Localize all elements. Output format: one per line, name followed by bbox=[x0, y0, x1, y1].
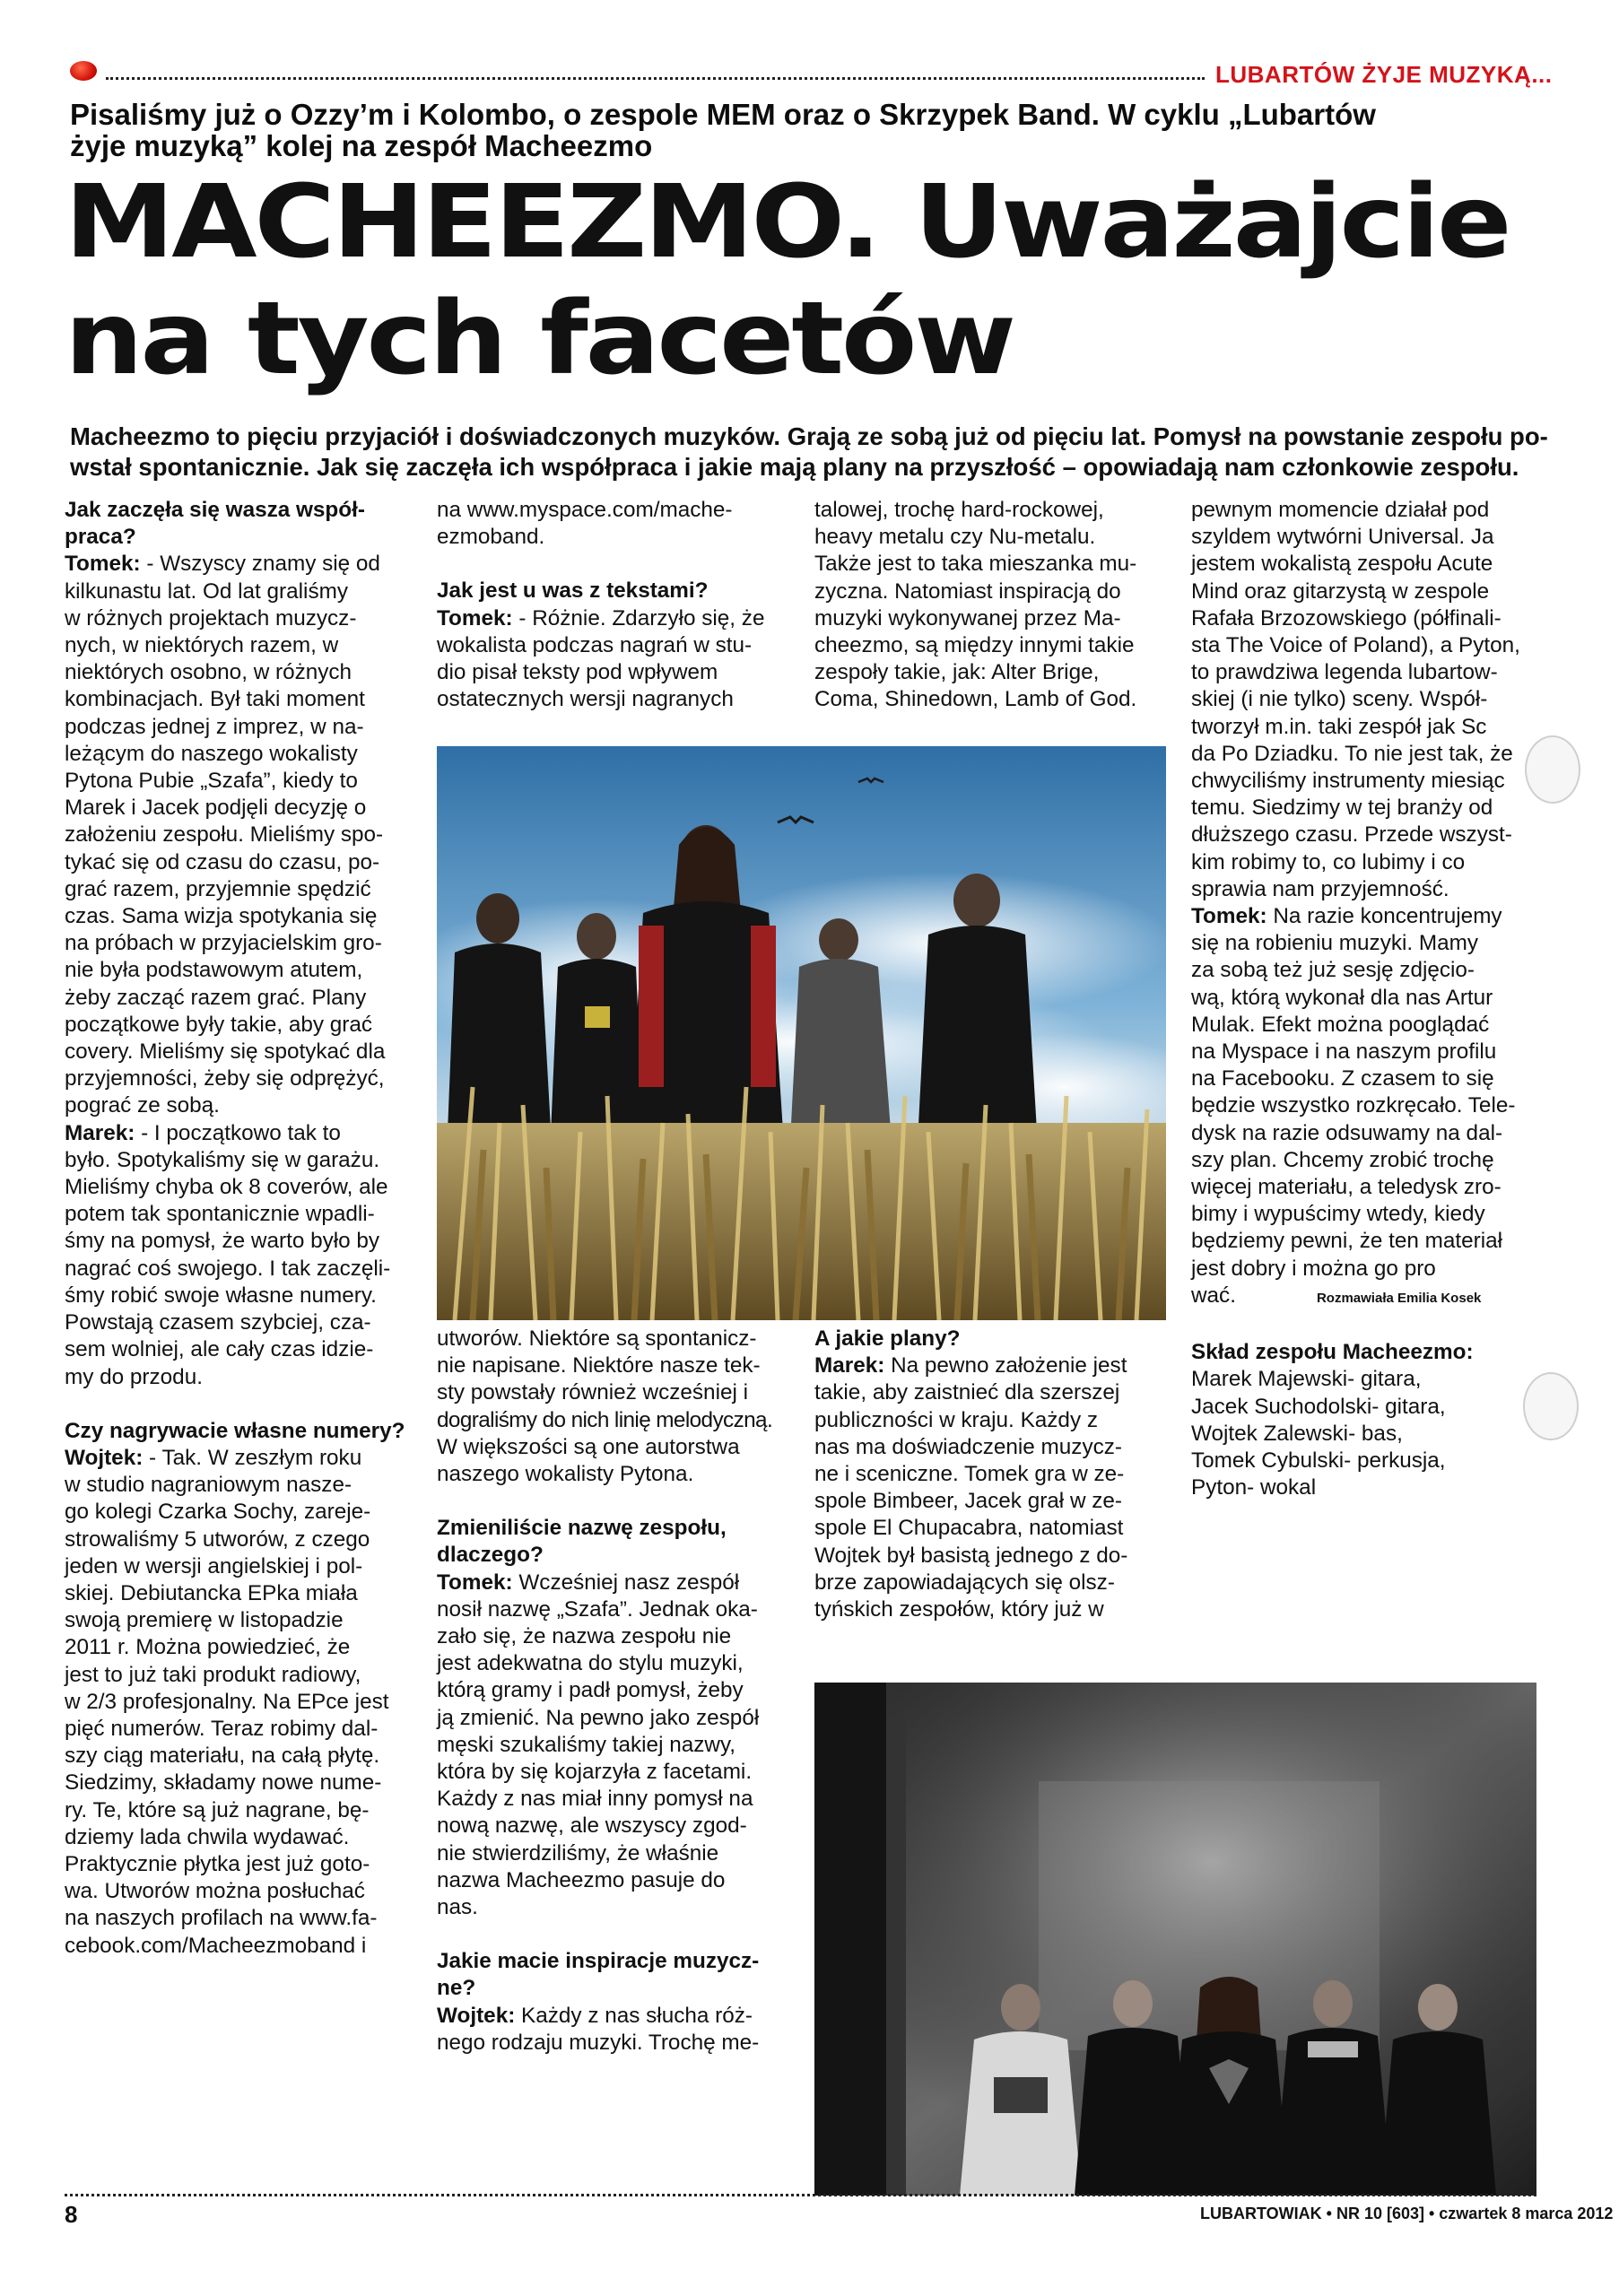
lineup-item: Wojtek Zalewski- bas, bbox=[1191, 1421, 1403, 1446]
text-line: pewnym momencie działał pod bbox=[1191, 498, 1490, 522]
text-line: sprawia nam przyjemność. bbox=[1191, 876, 1449, 901]
text-line: heavy metalu czy Nu-metalu. bbox=[814, 525, 1096, 550]
text-line: nazwa Macheezmo pasuje do bbox=[437, 1867, 726, 1892]
text-line: nosił nazwę „Szafa”. Jednak oka- bbox=[437, 1596, 758, 1622]
section-title: LUBARTÓW ŻYJE MUZYKĄ... bbox=[1215, 61, 1553, 88]
text-line: szy plan. Chcemy zrobić trochę bbox=[1191, 1147, 1494, 1172]
lineup-item: Tomek Cybulski- perkusja, bbox=[1191, 1448, 1446, 1473]
text-line: nych, w niektórych razem, w bbox=[65, 633, 339, 658]
text-line: nas. bbox=[437, 1895, 478, 1920]
article-column-1 bbox=[65, 497, 413, 1960]
speaker-label: Tomek: bbox=[437, 1570, 513, 1595]
text-line: dograliśmy do nich linię melodyczną. bbox=[437, 1407, 773, 1432]
text-line: utworów. Niektóre są spontanicz- bbox=[437, 1326, 757, 1351]
text-line-tomek: Tomek: - Różnie. Zdarzyło się, że bbox=[437, 605, 765, 631]
text-line-wojtek: Wojtek: - Tak. W zeszłym roku bbox=[65, 1445, 362, 1470]
text-line: dziemy lada chwila wydawać. bbox=[65, 1824, 350, 1849]
text-line: szy ciąg materiału, na całą płytę. bbox=[65, 1744, 380, 1769]
text-line: Każdy z nas miał inny pomysł na bbox=[437, 1787, 753, 1812]
text-line: się na robieniu muzyki. Mamy bbox=[1191, 931, 1479, 956]
text-line: dłuższego czasu. Przede wszyst- bbox=[1191, 822, 1512, 848]
text-line: sty powstały również wcześniej i bbox=[437, 1380, 749, 1405]
text-line: było. Spotykaliśmy się w garażu. bbox=[65, 1147, 380, 1172]
text-line-tomek: Tomek: Wcześniej nasz zespół bbox=[437, 1570, 740, 1595]
question-heading: Jakie macie inspiracje muzycz- bbox=[437, 1949, 760, 1974]
speaker-label: Tomek: bbox=[1191, 904, 1267, 929]
text-line: - Wszyscy znamy się od bbox=[146, 552, 380, 577]
question-heading: Zmieniliście nazwę zespołu, bbox=[437, 1516, 727, 1541]
text-line: wą, którą wykonał dla nas Artur bbox=[1191, 985, 1493, 1010]
text-line: niektórych osobno, w różnych bbox=[65, 660, 353, 685]
text-line: spole El Chupacabra, natomiast bbox=[814, 1516, 1124, 1541]
text-line: która by się kojarzyła z facetami. bbox=[437, 1760, 753, 1785]
headline-line-2: na tych facetów bbox=[65, 281, 1014, 397]
text-line: to prawdziwa legenda lubartow- bbox=[1191, 660, 1498, 685]
text-line: cheezmo, są między innymi takie bbox=[814, 633, 1135, 658]
lineup-item: Marek Majewski- gitara, bbox=[1191, 1367, 1422, 1392]
text-line: naszego wokalisty Pytona. bbox=[437, 1462, 694, 1487]
article-column-3-bottom bbox=[814, 1326, 1166, 1623]
band-photo-ruin-image bbox=[814, 1683, 1536, 2196]
text-line: dio pisał teksty pod wpływem bbox=[437, 660, 718, 685]
text-line: 2011 r. Można powiedzieć, że bbox=[65, 1635, 351, 1660]
text-line-marek: Marek: Na pewno założenie jest bbox=[814, 1353, 1127, 1378]
page-number: 8 bbox=[65, 2201, 78, 2228]
text-line: podczas jednej z imprez, w na- bbox=[65, 714, 364, 739]
lead-line-1: Macheezmo to pięciu przyjaciół i doświadczonych muzyków. Grają ze sobą już od pięciu lat. Pomysł na powstanie zespołu po- bbox=[70, 422, 1548, 450]
band-photo-ruin bbox=[814, 1683, 1536, 2196]
author-credit: Rozmawiała Emilia Kosek bbox=[1316, 1290, 1482, 1306]
text-line: w 2/3 profesjonalny. Na EPce jest bbox=[65, 1689, 389, 1714]
text-line: Także jest to taka mieszanka mu- bbox=[814, 552, 1137, 577]
question-heading: A jakie plany? bbox=[814, 1326, 961, 1351]
text-line: strowaliśmy 5 utworów, z czego bbox=[65, 1526, 370, 1552]
footer-dotted-rule bbox=[65, 2194, 1536, 2196]
speaker-label: Marek: bbox=[814, 1353, 885, 1378]
speaker-label: Wojtek: bbox=[65, 1445, 144, 1470]
text-line: kim robimy to, co lubimy i co bbox=[1191, 849, 1466, 874]
text-line: będziemy pewni, że ten materiał bbox=[1191, 1229, 1503, 1254]
text-line: swoją premierę w listopadzie bbox=[65, 1608, 344, 1633]
text-line: kilkunastu lat. Od lat graliśmy bbox=[65, 578, 348, 604]
bullet-icon bbox=[70, 61, 97, 81]
headline-line-1: MACHEEZMO. Uważajcie bbox=[65, 164, 1510, 281]
text-line: leżącym do naszego wokalisty bbox=[65, 741, 358, 766]
text-line: talowej, trochę hard-rockowej, bbox=[814, 498, 1104, 522]
text-line: nego rodzaju muzyki. Trochę me- bbox=[437, 2030, 760, 2055]
text-line: czas. Sama wizja spotykania się bbox=[65, 904, 378, 929]
text-line: Mulak. Efekt można pooglądać bbox=[1191, 1012, 1490, 1037]
text-line: jest dobry i można go pro bbox=[1191, 1256, 1436, 1281]
text-line: pograć ze sobą. bbox=[65, 1093, 220, 1118]
question-heading: Czy nagrywacie własne numery? bbox=[65, 1418, 405, 1443]
article-column-2-top bbox=[437, 497, 788, 713]
text-line: jest adekwatna do stylu muzyki, bbox=[437, 1651, 744, 1676]
text-line: Coma, Shinedown, Lamb of God. bbox=[814, 687, 1137, 712]
question-heading: dlaczego? bbox=[437, 1543, 544, 1568]
text-line: ne i sceniczne. Tomek gra w ze- bbox=[814, 1462, 1125, 1487]
text-line: śmy na pomysł, że warto było by bbox=[65, 1229, 380, 1254]
text-line: temu. Siedzimy w tej branży od bbox=[1191, 796, 1493, 821]
text-line: tyńskich zespołów, który już w bbox=[814, 1597, 1104, 1622]
lead-line-2: wstał spontanicznie. Jak się zaczęła ich współpraca i jakie mają plany na przyszłość – opowiadają nam członkowie zespołu. bbox=[70, 453, 1519, 481]
binder-hole bbox=[1525, 735, 1580, 804]
speaker-label: Wojtek: bbox=[437, 2003, 516, 2028]
text-line: dysk na razie odsuwamy na dal- bbox=[1191, 1120, 1503, 1145]
text-line: cebook.com/Macheezmoband i bbox=[65, 1933, 367, 1958]
text-line: przyjemności, żeby się odprężyć, bbox=[65, 1066, 385, 1091]
text-line: Mind oraz gitarzystą w zespole bbox=[1191, 578, 1490, 604]
text-line: jestem wokalistą zespołu Acute bbox=[1191, 552, 1493, 577]
text-line: zyczna. Natomiast inspiracją do bbox=[814, 578, 1121, 604]
text-line-tomek: Tomek: Na razie koncentrujemy bbox=[1191, 904, 1502, 929]
text-line: nie napisane. Niektóre nasze tek- bbox=[437, 1353, 761, 1378]
text-line: sem wolniej, ale cały czas idzie- bbox=[65, 1337, 374, 1362]
text-line: szyldem wytwórni Universal. Ja bbox=[1191, 525, 1494, 550]
text-line: nas ma doświadczenie muzycz- bbox=[814, 1434, 1122, 1459]
text-line: początkowe były takie, aby grać bbox=[65, 1012, 373, 1037]
text-line: męski szukaliśmy takiej nazwy, bbox=[437, 1732, 736, 1757]
text-line: nową nazwę, ale wszyscy zgod- bbox=[437, 1813, 747, 1839]
text-line: więcej materiału, a teledysk zro- bbox=[1191, 1175, 1501, 1200]
text-line: brze zapowiadających się olsz- bbox=[814, 1570, 1115, 1595]
text-line: jeden w wersji angielskiej i pol- bbox=[65, 1553, 363, 1578]
article-column-2-bottom bbox=[437, 1326, 788, 2057]
text-line: założeniu zespołu. Mieliśmy spo- bbox=[65, 822, 384, 848]
band-photo-field-image bbox=[437, 746, 1166, 1320]
text-line: my do przodu. bbox=[65, 1364, 203, 1389]
text-line: wokalista podczas nagrań w stu- bbox=[437, 632, 753, 657]
text-line: którą gramy i padł pomysł, żeby bbox=[437, 1678, 744, 1703]
issue-info: LUBARTOWIAK • NR 10 [603] • czwartek 8 marca 2012 bbox=[1200, 2205, 1614, 2222]
question-heading: ne? bbox=[437, 1976, 476, 2001]
text-line: Marek i Jacek podjęli decyzję o bbox=[65, 796, 367, 821]
text-line: pięć numerów. Teraz robimy dal- bbox=[65, 1716, 379, 1741]
text-line: za sobą też już sesję zdjęcio- bbox=[1191, 958, 1475, 983]
text-line: zespoły takie, jak: Alter Brige, bbox=[814, 660, 1100, 685]
text-line: wać. bbox=[1191, 1283, 1236, 1308]
text-line: tykać się od czasu do czasu, po- bbox=[65, 849, 380, 874]
speaker-label: Tomek: bbox=[437, 605, 513, 631]
text-line: W większości są one autorstwa bbox=[437, 1434, 740, 1459]
intro-line-2: żyje muzyką” kolej na zespół Macheezmo bbox=[70, 129, 653, 162]
article-column-3-top bbox=[814, 497, 1166, 714]
text-line: Powstają czasem szybciej, cza- bbox=[65, 1310, 371, 1335]
text-line: na Myspace i na naszym profilu bbox=[1191, 1039, 1497, 1065]
text-line: żeby zacząć razem grać. Plany bbox=[65, 985, 367, 1010]
text-line: ją zmienić. Na pewno jako zespół bbox=[437, 1705, 760, 1730]
text-line: chwyciliśmy instrumenty miesiąc bbox=[1191, 769, 1505, 794]
text-line: będzie wszystko rozkręcało. Tele- bbox=[1191, 1093, 1516, 1118]
text-line: spole Bimbeer, Jacek grał w ze- bbox=[814, 1489, 1123, 1514]
text-line: w studio nagraniowym nasze- bbox=[65, 1473, 353, 1498]
text-line: kombinacjach. Był taki moment bbox=[65, 687, 365, 712]
text-line: nie była podstawowym atutem, bbox=[65, 958, 363, 983]
speaker-label: Tomek: bbox=[65, 552, 141, 577]
text-line: jest to już taki produkt radiowy, bbox=[65, 1662, 361, 1687]
text-line: Praktycznie płytka jest już goto- bbox=[65, 1851, 370, 1876]
text-line: ostatecznych wersji nagranych bbox=[437, 687, 734, 712]
text-line: Rafała Brzozowskiego (półfinali- bbox=[1191, 605, 1501, 631]
text-line: ezmoband. bbox=[437, 525, 545, 550]
text-line: skiej (i nie tylko) sceny. Współ- bbox=[1191, 687, 1488, 712]
text-line: grać razem, przyjemnie spędzić bbox=[65, 876, 371, 901]
article-column-4 bbox=[1191, 497, 1536, 1501]
text-line: tworzył m.in. taki zespół jak Sc bbox=[1191, 714, 1487, 739]
closing-line bbox=[1191, 1283, 1536, 1312]
question-heading: praca? bbox=[65, 525, 136, 550]
text-line: Wojtek był basistą jednego z do- bbox=[814, 1543, 1128, 1568]
header-dotted-rule bbox=[106, 77, 1205, 80]
lineup-item: Jacek Suchodolski- gitara, bbox=[1191, 1394, 1446, 1419]
text-line: go kolegi Czarka Sochy, zareje- bbox=[65, 1500, 371, 1525]
text-line: wa. Utworów można posłuchać bbox=[65, 1879, 365, 1904]
binder-hole bbox=[1523, 1372, 1579, 1440]
speaker-label: Marek: bbox=[65, 1120, 135, 1145]
text-line: nagrać coś swojego. I tak zaczęli- bbox=[65, 1256, 391, 1281]
text-line: muzyki wykonywanej przez Ma- bbox=[814, 605, 1121, 631]
text-line: Siedzimy, składamy nowe nume- bbox=[65, 1770, 382, 1796]
text-line: takie, aby zaistnieć dla szerszej bbox=[814, 1380, 1120, 1405]
text-line: sta The Voice of Poland), a Pyton, bbox=[1191, 633, 1520, 658]
text-line: ry. Te, które są już nagrane, bę- bbox=[65, 1797, 370, 1822]
text-line: zało się, że nazwa zespołu nie bbox=[437, 1624, 732, 1649]
text-line: śmy robić swoje własne numery. bbox=[65, 1283, 377, 1308]
text-line: na próbach w przyjacielskim gro- bbox=[65, 931, 382, 956]
text-line: na Facebooku. Z czasem to się bbox=[1191, 1066, 1494, 1091]
lineup-title: Skład zespołu Macheezmo: bbox=[1191, 1340, 1474, 1365]
text-line: skiej. Debiutancka EPka miała bbox=[65, 1580, 358, 1605]
text-line: na naszych profilach na www.fa- bbox=[65, 1906, 378, 1931]
text-line: Pytona Pubie „Szafa”, kiedy to bbox=[65, 769, 358, 794]
question-heading: Jak zaczęła się wasza współ- bbox=[65, 498, 365, 522]
text-line: covery. Mieliśmy się spotykać dla bbox=[65, 1039, 386, 1065]
lineup-item: Pyton- wokal bbox=[1191, 1475, 1317, 1500]
text-line: na www.myspace.com/mache- bbox=[437, 498, 733, 522]
intro-line-1: Pisaliśmy już o Ozzy’m i Kolombo, o zespole MEM oraz o Skrzypek Band. W cyklu „Lubartów bbox=[70, 98, 1376, 131]
text-line: Mieliśmy chyba ok 8 coverów, ale bbox=[65, 1175, 388, 1200]
band-photo-field bbox=[437, 746, 1166, 1320]
text-line: da Po Dziadku. To nie jest tak, że bbox=[1191, 741, 1513, 766]
text-line: publiczności w kraju. Każdy z bbox=[814, 1407, 1098, 1432]
text-line: w różnych projektach muzycz- bbox=[65, 605, 357, 631]
text-line: nie stwierdziliśmy, że właśnie bbox=[437, 1840, 719, 1866]
text-line: bimy i wypuścimy wtedy, kiedy bbox=[1191, 1202, 1485, 1227]
text-line-marek: Marek: - I początkowo tak to bbox=[65, 1120, 341, 1145]
question-heading: Jak jest u was z tekstami? bbox=[437, 578, 709, 604]
text-line-wojtek: Wojtek: Każdy z nas słucha róż- bbox=[437, 2003, 753, 2028]
text-line: potem tak spontanicznie wpadli- bbox=[65, 1202, 375, 1227]
